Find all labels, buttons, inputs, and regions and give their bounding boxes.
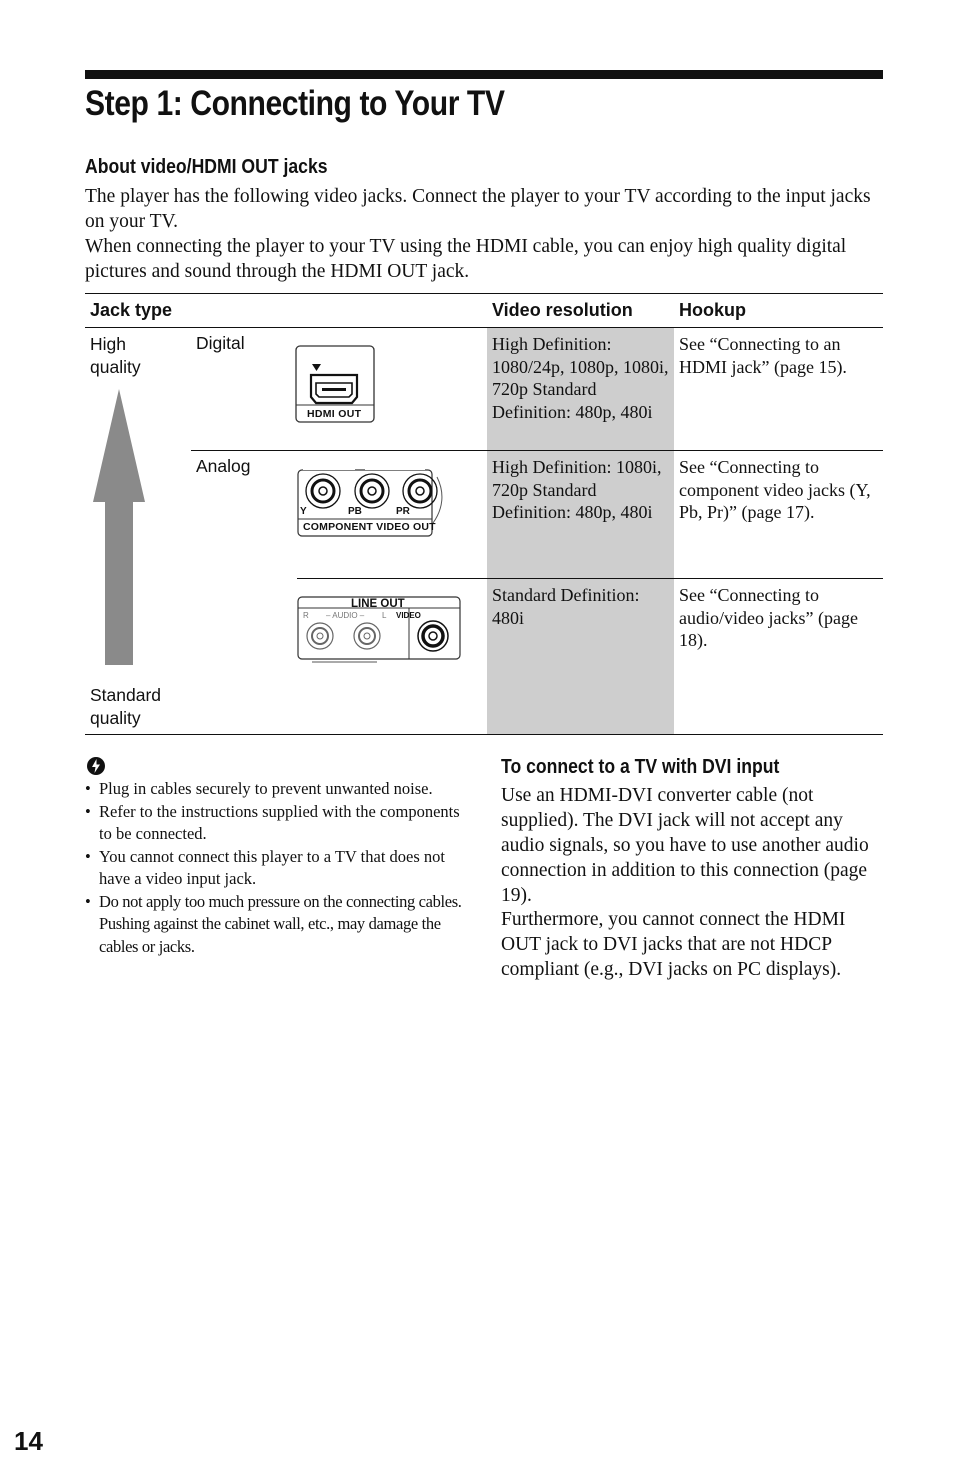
- header-jack-type: Jack type: [90, 300, 173, 320]
- header-video-resolution: Video resolution: [492, 300, 633, 320]
- table-row-rule-1: [191, 450, 883, 451]
- note-item: • You cannot connect this player to a TV that does not have a video input jack.: [85, 846, 467, 891]
- about-heading: About video/HDMI OUT jacks: [85, 156, 328, 178]
- dvi-paragraph-2: Furthermore, you cannot connect the HDMI OUT jack to DVI jacks that are not HDCP compliant (e.g., DVI jacks on PC displays).: [501, 909, 846, 980]
- hookup-digital: See “Connecting to an HDMI jack” (page 15).: [679, 334, 847, 377]
- table-top-rule: [85, 293, 883, 294]
- table-bottom-rule: [85, 734, 883, 735]
- quality-arrow-icon: [91, 387, 147, 667]
- dvi-paragraph-1: Use an HDMI-DVI converter cable (not supplied). The DVI jack will not accept any audio signals, so you have to use another audio connection in addition to this connection (page 19).: [501, 785, 869, 906]
- note-item: • Refer to the instructions supplied with the components to be connected.: [85, 801, 467, 846]
- table-header-rule: [85, 327, 883, 328]
- header-hookup: Hookup: [679, 300, 746, 320]
- page-number: 14: [14, 1426, 43, 1456]
- jack-table: [85, 293, 883, 735]
- quality-high-label: High quality: [90, 334, 141, 377]
- line-out-r-label: R: [303, 611, 309, 620]
- page-title: Step 1: Connecting to Your TV: [85, 84, 505, 123]
- resolution-digital: High Definition: 1080/24p, 1080p, 1080i, 720p Standard Definition: 480p, 480i: [492, 334, 669, 422]
- dvi-heading: To connect to a TV with DVI input: [501, 756, 780, 778]
- note-item: • Plug in cables securely to prevent unwanted noise.: [85, 778, 467, 801]
- notes-list: [85, 778, 467, 958]
- hdmi-jack-label: HDMI OUT: [307, 408, 362, 420]
- component-jack-label: COMPONENT VIDEO OUT: [303, 521, 436, 533]
- line-out-jack-label: LINE OUT: [351, 598, 405, 610]
- line-out-video-label: VIDEO: [396, 611, 421, 620]
- note-icon: [86, 756, 106, 776]
- about-paragraph-1: The player has the following video jacks. Connect the player to your TV according to the input jacks on your TV.: [85, 186, 871, 232]
- title-rule: [85, 70, 883, 79]
- note-item: • Do not apply too much pressure on the connecting cables. Pushing against the cabinet wall, etc., may damage the cables or jacks.: [85, 891, 467, 959]
- category-digital: Digital: [196, 333, 245, 353]
- resolution-analog-component: High Definition: 1080i, 720p Standard Definition: 480p, 480i: [492, 457, 662, 522]
- hookup-analog-component: See “Connecting to component video jacks (Y, Pb, Pr)” (page 17).: [679, 457, 871, 522]
- category-analog: Analog: [196, 456, 251, 476]
- resolution-line-out: Standard Definition: 480i: [492, 585, 640, 628]
- line-out-l-label: L: [382, 611, 387, 620]
- hookup-line-out: See “Connecting to audio/video jacks” (page 18).: [679, 585, 858, 650]
- line-out-audio-label: – AUDIO –: [326, 611, 365, 620]
- quality-standard-label: Standard quality: [90, 685, 162, 728]
- table-row-rule-2: [297, 578, 883, 579]
- component-pb-label: PB: [348, 506, 362, 517]
- component-y-label: Y: [300, 506, 307, 517]
- component-pr-label: PR: [396, 506, 410, 517]
- about-paragraph-2: When connecting the player to your TV using the HDMI cable, you can enjoy high quality digital pictures and sound through the HDMI OUT jack.: [85, 236, 847, 282]
